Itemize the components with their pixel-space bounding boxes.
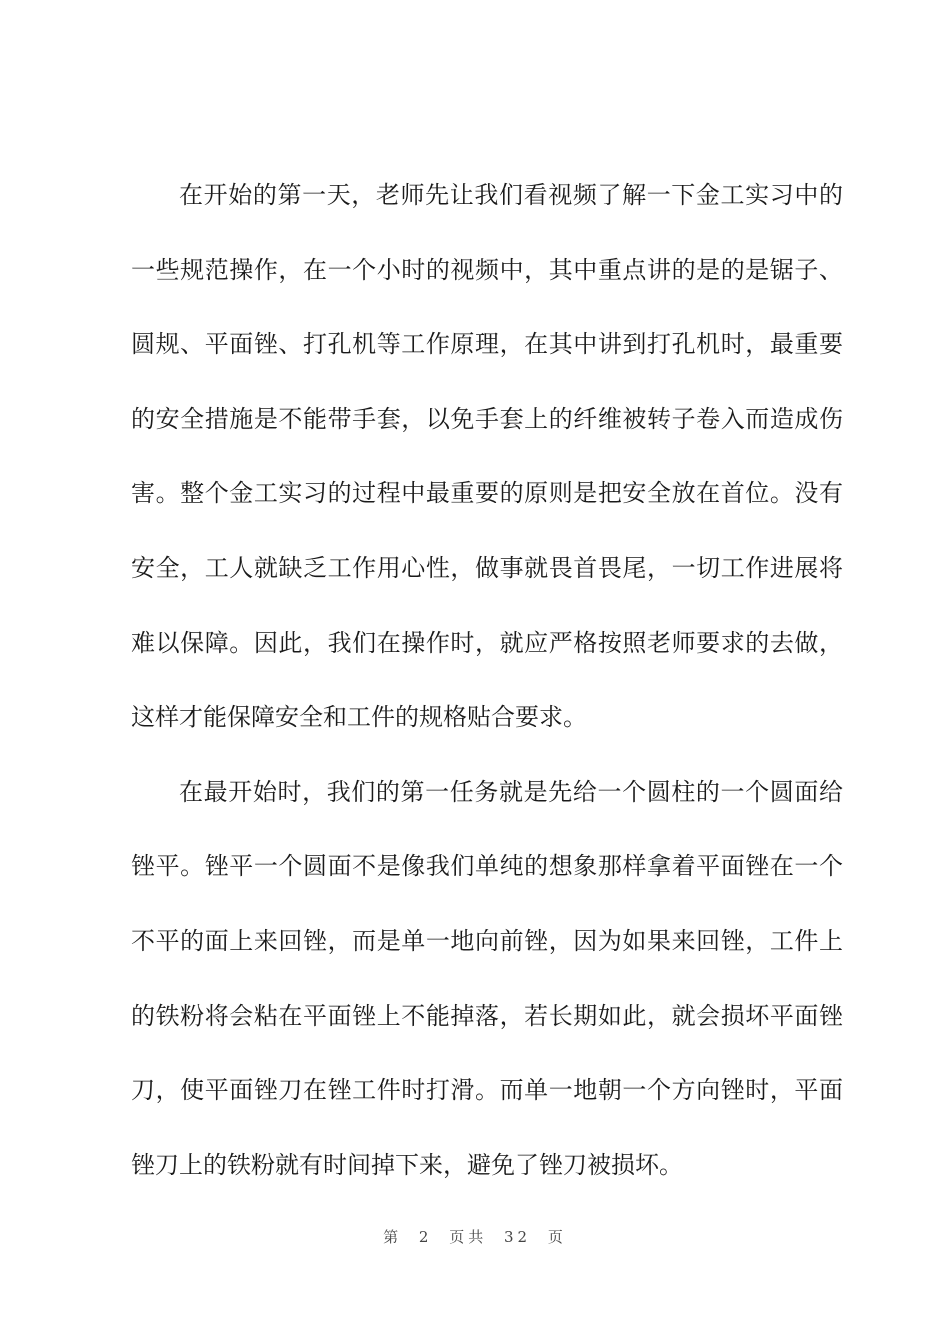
footer-suffix: 页 <box>547 1228 567 1246</box>
footer-page-number: 2 <box>418 1228 433 1246</box>
paragraph-2: 在最开始时，我们的第一任务就是先给一个圆柱的一个圆面给锉平。锉平一个圆面不是像我们单纯的想象那样拿着平面锉在一个不平的面上来回锉，而是单一地向前锉，因为如果来回锉，工件上的铁粉将会粘在平面锉上不能掉落，若长期如此，就会损坏平面锉刀，使平面锉刀在锉工件时打滑。而单一地朝一个方向锉时，平面锉刀上的铁粉就有时间掉下来，避免了锉刀被损坏。 <box>131 777 843 1179</box>
paragraph-1: 在开始的第一天，老师先让我们看视频了解一下金工实习中的一些规范操作，在一个小时的视频中，其中重点讲的是的是锯子、圆规、平面锉、打孔机等工作原理，在其中讲到打孔机时，最重要的安全措施是不能带手套，以免手套上的纤维被转子卷入而造成伤害。整个金工实习的过程中最重要的原则是把安全放在首位。没有安全，工人就缺乏工作用心性，做事就畏首畏尾，一切工作进展将难以保障。因此，我们在操作时，就应严格按照老师要求的去做，这样才能保障安全和工件的规格贴合要求。 <box>131 181 843 732</box>
footer-prefix: 第 <box>383 1228 403 1246</box>
page-footer <box>0 1226 950 1247</box>
footer-middle: 页共 <box>449 1228 488 1246</box>
footer-total-pages: 32 <box>504 1228 532 1246</box>
document-body <box>131 158 843 1202</box>
